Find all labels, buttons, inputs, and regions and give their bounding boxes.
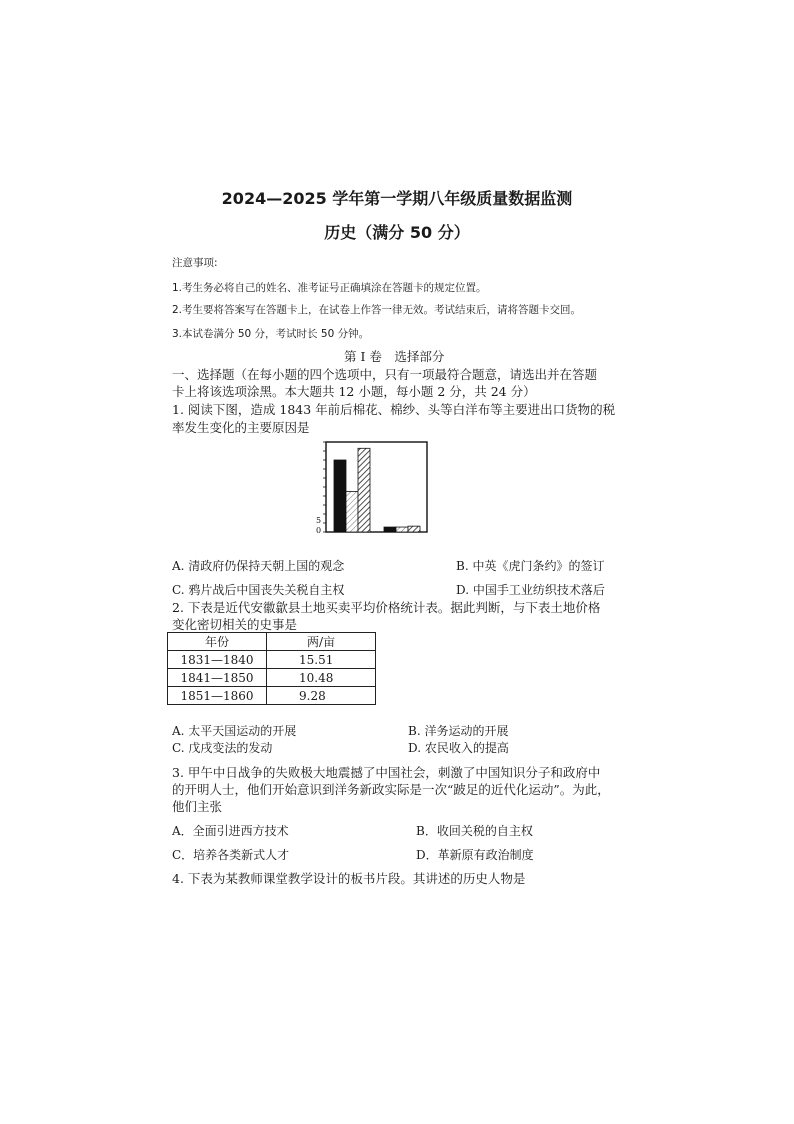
notes-label: 注意事项: <box>172 257 218 269</box>
bar <box>408 526 420 532</box>
table-cell: 1851—1860 <box>168 687 267 705</box>
table-cell: 10.48 <box>267 669 376 687</box>
table-row <box>168 669 376 687</box>
table-cell: 9.28 <box>267 687 376 705</box>
tax-rate-bar-chart <box>310 436 432 538</box>
section-intro: 卡上将该选项涂黑。本大题共 12 小题，每小题 2 分，共 24 分） <box>172 384 536 399</box>
q3-option-c[interactable]: C．培养各类新式人才 <box>172 848 290 862</box>
q1-option-c[interactable]: C. 鸦片战后中国丧失关税自主权 <box>172 583 345 597</box>
q1-option-a[interactable]: A. 清政府仍保持天朝上国的观念 <box>172 559 345 573</box>
bar <box>334 460 346 532</box>
note-item: 2.考生要将答案写在答题卡上，在试卷上作答一律无效。考试结束后，请将答题卡交回。 <box>172 304 582 316</box>
question-1-stem: 率发生变化的主要原因是 <box>172 420 310 435</box>
q2-option-a[interactable]: A. 太平天国运动的开展 <box>172 724 297 738</box>
exam-title: 2024—2025 学年第一学期八年级质量数据监测 <box>221 189 573 208</box>
y-tick-label: 0 <box>316 526 322 535</box>
question-3-stem: 3. 甲午中日战争的失败极大地震撼了中国社会，刺激了中国知识分子和政府中 <box>172 765 601 780</box>
question-4-stem: 4. 下表为某教师课堂教学设计的板书片段。其讲述的历史人物是 <box>172 871 526 886</box>
section-intro: 一、选择题（在每小题的四个选项中，只有一项最符合题意，请选出并在答题 <box>172 367 598 382</box>
bar <box>396 527 408 532</box>
q3-option-a[interactable]: A．全面引进西方技术 <box>172 824 289 838</box>
land-price-table <box>167 632 376 705</box>
table-header-cell: 年份 <box>168 633 267 651</box>
q3-option-b[interactable]: B．收回关税的自主权 <box>416 824 533 838</box>
table-row <box>168 651 376 669</box>
bar <box>358 448 370 532</box>
q1-option-d[interactable]: D. 中国手工业纺织技术落后 <box>456 583 605 597</box>
section-title: 第 I 卷 选择部分 <box>344 349 445 364</box>
q2-option-d[interactable]: D. 农民收入的提高 <box>408 741 509 755</box>
table-row <box>168 687 376 705</box>
question-2-stem: 2. 下表是近代安徽歙县土地买卖平均价格统计表。据此判断，与下表土地价格 <box>172 600 601 615</box>
table-cell: 1831—1840 <box>168 651 267 669</box>
q3-option-d[interactable]: D．革新原有政治制度 <box>416 848 534 862</box>
question-3-stem: 他们主张 <box>172 799 223 814</box>
table-header-cell: 两/亩 <box>267 633 376 651</box>
table-cell: 1841—1850 <box>168 669 267 687</box>
bar <box>384 527 396 532</box>
question-1-stem: 1. 阅读下图，造成 1843 年前后棉花、棉纱、头等白洋布等主要进出口货物的税 <box>172 402 616 417</box>
q2-option-c[interactable]: C. 戊戌变法的发动 <box>172 741 273 755</box>
table-header-row <box>168 633 376 651</box>
question-2-stem: 变化密切相关的史事是 <box>172 617 298 632</box>
y-tick-label: 5 <box>316 516 322 525</box>
exam-subtitle: 历史（满分 50 分） <box>324 223 470 242</box>
note-item: 3.本试卷满分 50 分，考试时长 50 分钟。 <box>172 328 370 340</box>
bar <box>346 492 358 533</box>
q1-option-b[interactable]: B. 中英《虎门条约》的签订 <box>456 559 605 573</box>
bar-group <box>334 448 420 532</box>
table-cell: 15.51 <box>267 651 376 669</box>
q2-option-b[interactable]: B. 洋务运动的开展 <box>408 724 509 738</box>
note-item: 1.考生务必将自己的姓名、准考证号正确填涂在答题卡的规定位置。 <box>172 282 487 294</box>
question-3-stem: 的开明人士，他们开始意识到洋务新政实际是一次“跛足的近代化运动”。为此， <box>172 782 610 797</box>
